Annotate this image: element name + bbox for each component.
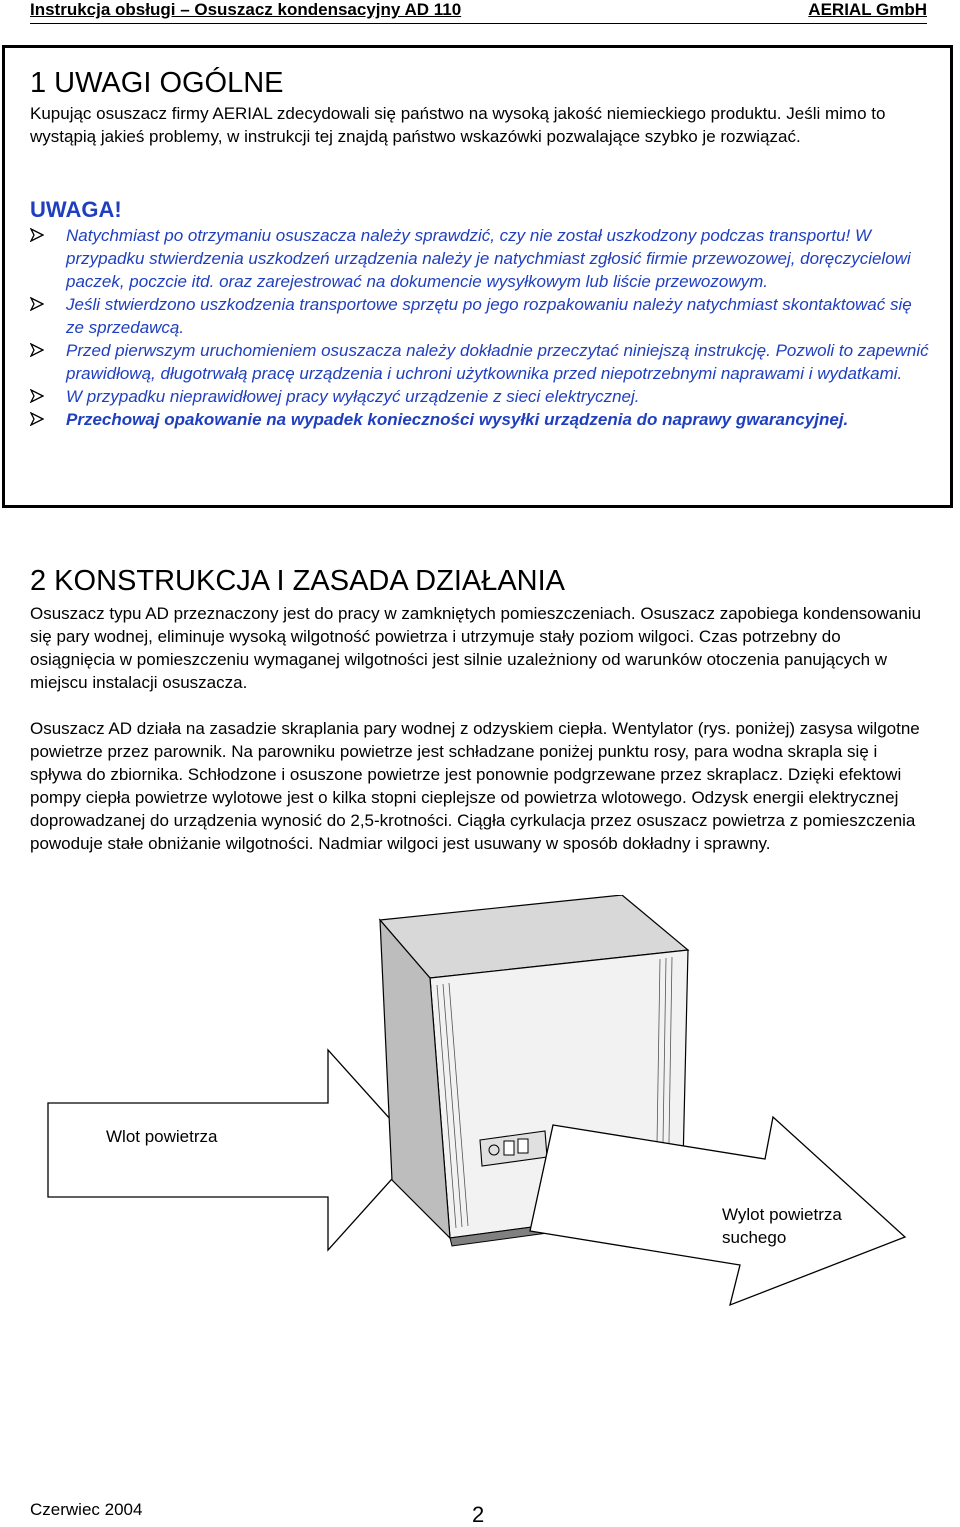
warning-text: Jeśli stwierdzono uszkodzenia transportowe sprzętu po jego rozpakowaniu należy natychmiast skontaktować się ze sprzedawcą.	[66, 295, 912, 337]
page-header	[30, 0, 927, 24]
warning-list	[30, 224, 930, 431]
arrow-bullet-icon	[30, 389, 44, 403]
warning-text: Przechowaj opakowanie na wypadek konieczności wysyłki urządzenia do naprawy gwarancyjnej.	[66, 410, 849, 429]
list-item	[30, 293, 930, 339]
outlet-label: Wylot powietrza suchego	[722, 1205, 842, 1247]
section2-paragraph-2: Osuszacz AD działa na zasadzie skraplania pary wodnej z odzyskiem ciepła. Wentylator (rys. poniżej) zasysa wilgotne powietrze przez parownik. Na parowniku powietrze jest schładzane poniżej punktu rosy, para wodna skrapla się i spływa do zbiornika. Schłodzone i osuszone powietrze jest ponownie podgrzewane przez skraplacz. Dzięki efektowi pompy ciepła powietrze wylotowe jest o kilka stopni cieplejsze od powietrza wlotowego. Odzysk energii elektrycznej doprowadzanej do urządzenia wynosić do 2,5-krotności. Ciągła cyrkulacja przez osuszacz powietrza z pomieszczenia powoduje stałe obniżanie wilgotności. Nadmiar wilgoci jest usuwany w sposób dokładny i sprawny.	[30, 719, 920, 853]
warning-text: W przypadku nieprawidłowej pracy wyłączyć urządzenie z sieci elektrycznej.	[66, 387, 640, 406]
dehumidifier-diagram	[0, 895, 960, 1335]
arrow-bullet-icon	[30, 297, 44, 311]
header-title: Instrukcja obsługi – Osuszacz kondensacyjny AD 110	[30, 0, 462, 19]
inlet-arrow	[48, 1050, 418, 1250]
warning-text: Natychmiast po otrzymaniu osuszacza należy sprawdzić, czy nie został uszkodzony podczas transportu! W przypadku stwierdzenia uszkodzeń urządzenia należy je natychmiast zgłosić firmie przewozowej, doręczycielowi paczek, poczcie itd. oraz zarejestrować na dokumencie wysyłkowym lub liście przewozowym.	[66, 226, 911, 291]
section1-title: 1 UWAGI OGÓLNE	[30, 67, 284, 99]
footer-date: Czerwiec 2004	[30, 1500, 143, 1519]
section1-intro: Kupując osuszacz firmy AERIAL zdecydowali się państwo na wysoką jakość niemieckiego produktu. Jeśli mimo to wystąpią jakieś problemy, w instrukcji tej znajdą państwo wskazówki pozwalające szybko je rozwiązać.	[30, 104, 886, 146]
inlet-label: Wlot powietrza	[106, 1127, 218, 1146]
list-item	[30, 339, 930, 385]
header-company: AERIAL GmbH	[808, 0, 927, 19]
list-item	[30, 385, 930, 408]
list-item	[30, 224, 930, 293]
page-number: 2	[472, 1502, 485, 1527]
arrow-bullet-icon	[30, 228, 44, 242]
warning-text: Przed pierwszym uruchomieniem osuszacza należy dokładnie przeczytać niniejszą instrukcję. Pozwoli to zapewnić prawidłową, długotrwałą pracę urządzenia i uchroni użytkownika przed niepotrzebnymi naprawami i wydatkami.	[66, 341, 929, 383]
list-item	[30, 408, 930, 431]
section2-paragraph-1: Osuszacz typu AD przeznaczony jest do pracy w zamkniętych pomieszczeniach. Osuszacz zapobiega kondensowaniu się pary wodnej, eliminuje wysoką wilgotność powietrza i utrzymuje stały poziom wilgoci. Czas potrzebny do osiągnięcia w pomieszczeniu wymaganej wilgotności jest silnie uzależniony od warunków otoczenia panujących w miejscu instalacji osuszacza.	[30, 604, 922, 692]
warning-heading: UWAGA!	[30, 197, 122, 222]
arrow-bullet-icon	[30, 343, 44, 357]
arrow-bullet-icon	[30, 412, 44, 426]
section2-title: 2 KONSTRUKCJA I ZASADA DZIAŁANIA	[30, 565, 566, 597]
